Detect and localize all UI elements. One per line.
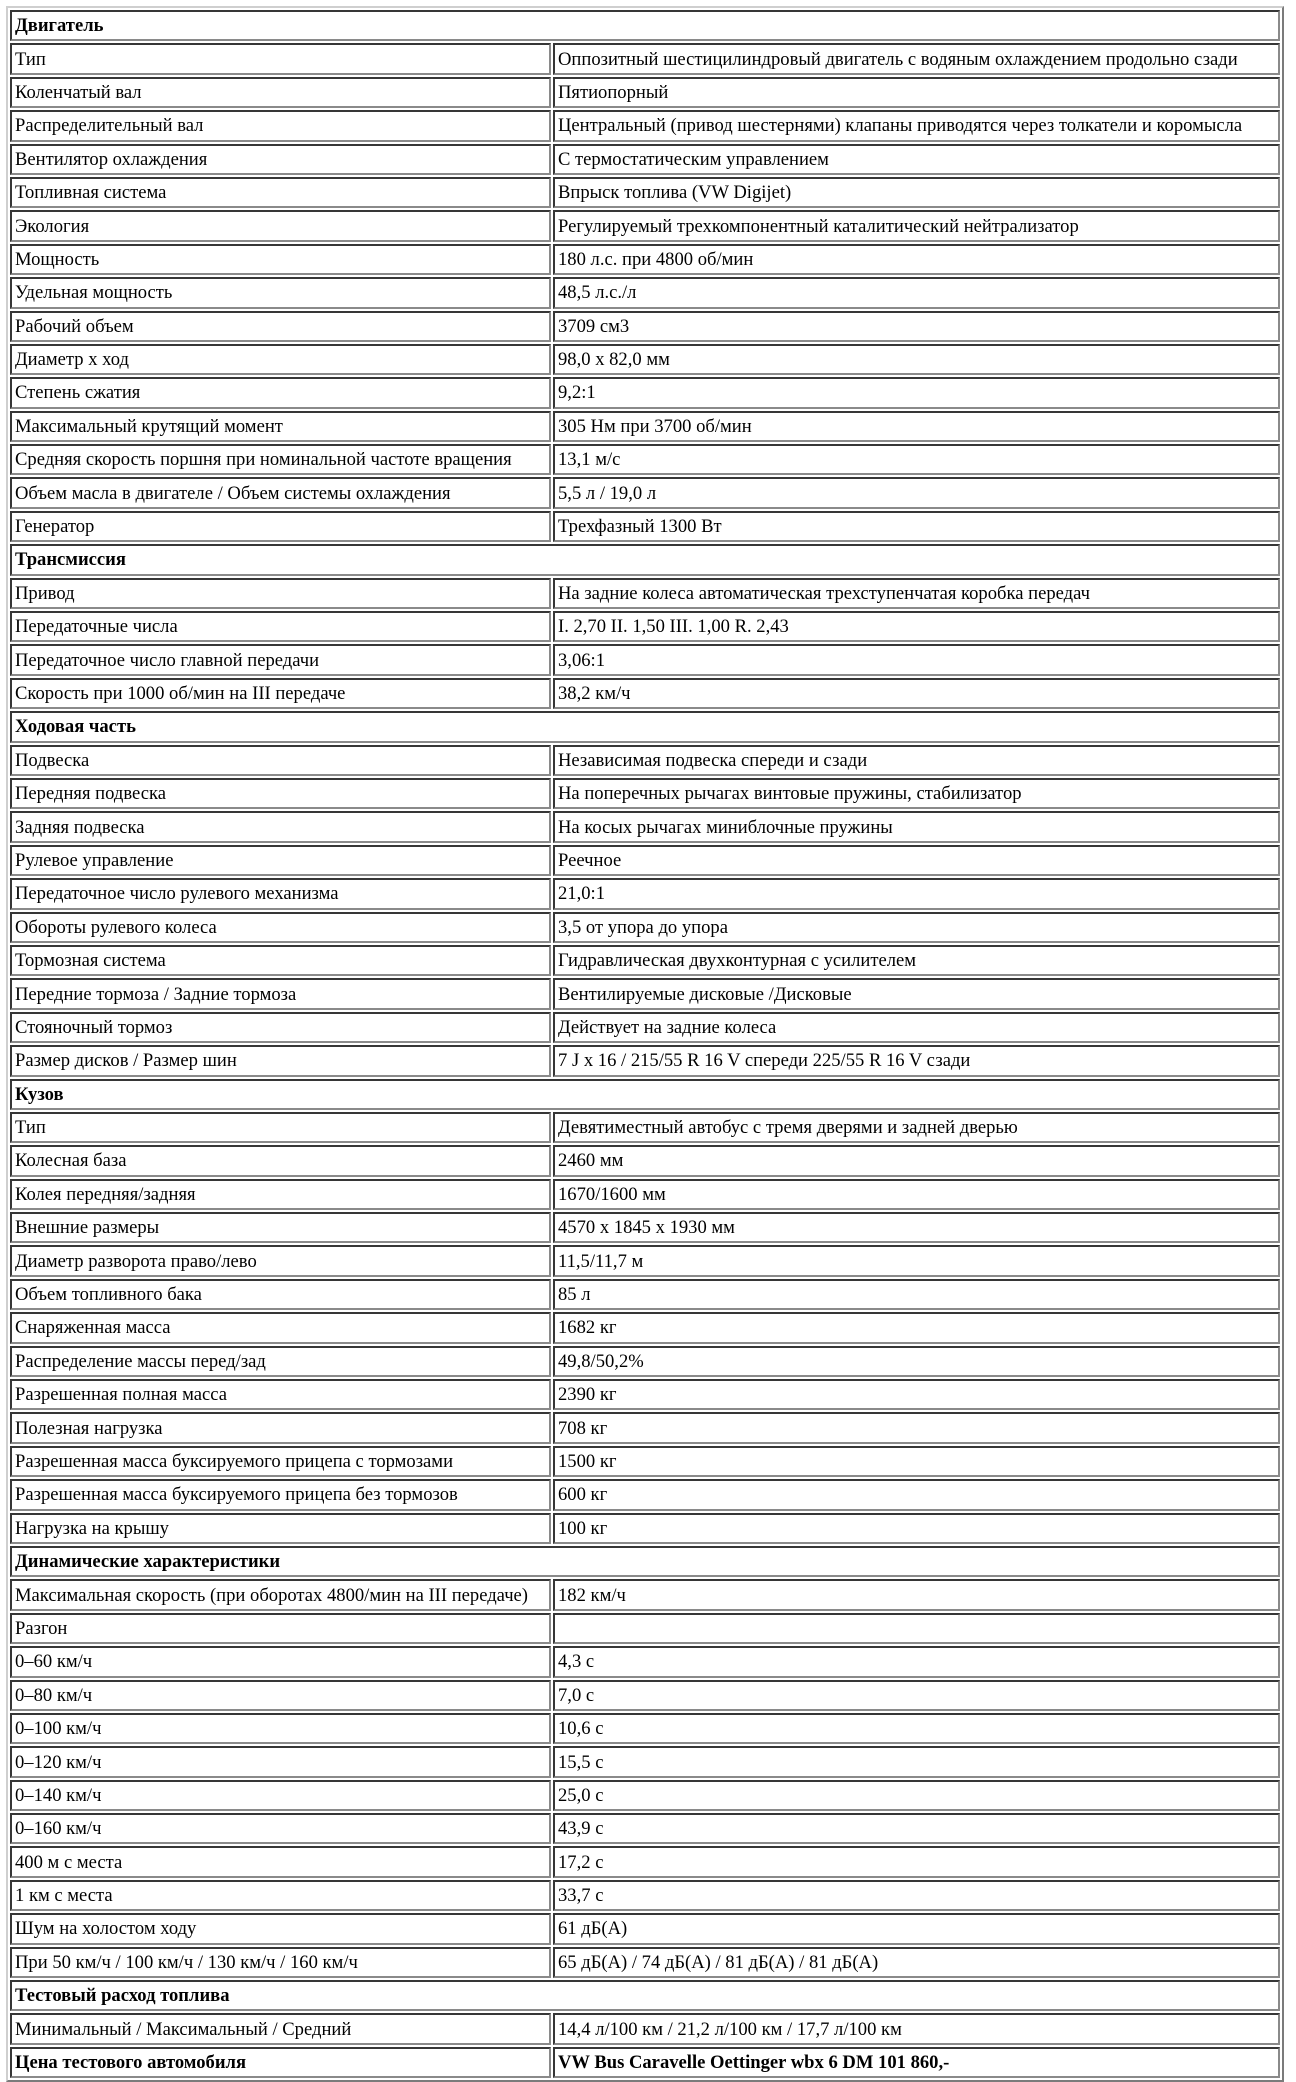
spec-row — [10, 277, 1280, 308]
spec-label: Тип — [10, 43, 551, 74]
spec-row — [10, 845, 1280, 876]
spec-label: Размер дисков / Размер шин — [10, 1045, 551, 1076]
spec-row — [10, 912, 1280, 943]
spec-label: 0–80 км/ч — [10, 1680, 551, 1711]
spec-table — [6, 6, 1284, 2082]
spec-value: 1682 кг — [553, 1312, 1280, 1343]
spec-row — [10, 344, 1280, 375]
spec-row — [10, 1746, 1280, 1777]
spec-value: 4,3 с — [553, 1646, 1280, 1677]
spec-label: Степень сжатия — [10, 377, 551, 408]
spec-value: Центральный (привод шестернями) клапаны приводятся через толкатели и коромысла — [553, 110, 1280, 141]
spec-label: Шум на холостом ходу — [10, 1913, 551, 1944]
section-header-row — [10, 544, 1280, 575]
spec-value: 17,2 с — [553, 1846, 1280, 1877]
spec-row — [10, 1880, 1280, 1911]
spec-label: 0–140 км/ч — [10, 1780, 551, 1811]
spec-value: 2390 кг — [553, 1379, 1280, 1410]
spec-row — [10, 1312, 1280, 1343]
spec-value: 10,6 с — [553, 1713, 1280, 1744]
spec-label: Генератор — [10, 511, 551, 542]
spec-value: Впрыск топлива (VW Digijet) — [553, 177, 1280, 208]
spec-label: Передняя подвеска — [10, 778, 551, 809]
spec-value: 61 дБ(A) — [553, 1913, 1280, 1944]
spec-value: 305 Нм при 3700 об/мин — [553, 411, 1280, 442]
spec-label: Рулевое управление — [10, 845, 551, 876]
spec-label: Коленчатый вал — [10, 77, 551, 108]
spec-row — [10, 1846, 1280, 1877]
spec-row — [10, 1446, 1280, 1477]
spec-row — [10, 144, 1280, 175]
spec-value: 38,2 км/ч — [553, 678, 1280, 709]
spec-value: 25,0 с — [553, 1780, 1280, 1811]
spec-row — [10, 1513, 1280, 1544]
spec-value: Гидравлическая двухконтурная с усилителем — [553, 945, 1280, 976]
spec-value: 14,4 л/100 км / 21,2 л/100 км / 17,7 л/100 км — [553, 2013, 1280, 2044]
spec-row — [10, 1245, 1280, 1276]
section-header-row — [10, 10, 1280, 41]
spec-label: Распределительный вал — [10, 110, 551, 141]
spec-value: С термостатическим управлением — [553, 144, 1280, 175]
spec-table-body — [10, 10, 1280, 2078]
section-title: Трансмиссия — [10, 544, 1280, 575]
spec-row — [10, 978, 1280, 1009]
spec-value: 33,7 с — [553, 1880, 1280, 1911]
spec-value: Действует на задние колеса — [553, 1012, 1280, 1043]
spec-label: Привод — [10, 578, 551, 609]
spec-value: 9,2:1 — [553, 377, 1280, 408]
spec-row — [10, 110, 1280, 141]
spec-label: Подвеска — [10, 745, 551, 776]
spec-value: Девятиместный автобус с тремя дверями и задней дверью — [553, 1112, 1280, 1143]
spec-row — [10, 511, 1280, 542]
spec-label: Мощность — [10, 244, 551, 275]
spec-label: Задняя подвеска — [10, 811, 551, 842]
spec-label: Максимальная скорость (при оборотах 4800/мин на III передаче) — [10, 1579, 551, 1610]
spec-value: 21,0:1 — [553, 878, 1280, 909]
section-header-row — [10, 711, 1280, 742]
spec-row — [10, 1045, 1280, 1076]
section-header-row — [10, 1546, 1280, 1577]
spec-row — [10, 1279, 1280, 1310]
spec-label: Полезная нагрузка — [10, 1412, 551, 1443]
spec-value: 85 л — [553, 1279, 1280, 1310]
spec-value: 13,1 м/с — [553, 444, 1280, 475]
spec-label: Разгон — [10, 1613, 551, 1644]
section-header-row — [10, 1980, 1280, 2011]
section-title: Ходовая часть — [10, 711, 1280, 742]
spec-row — [10, 444, 1280, 475]
spec-value: 3,06:1 — [553, 644, 1280, 675]
spec-value: Независимая подвеска спереди и сзади — [553, 745, 1280, 776]
spec-label: Максимальный крутящий момент — [10, 411, 551, 442]
spec-label: Внешние размеры — [10, 1212, 551, 1243]
spec-row — [10, 945, 1280, 976]
spec-row — [10, 1346, 1280, 1377]
spec-label: Колея передняя/задняя — [10, 1179, 551, 1210]
section-title: Кузов — [10, 1079, 1280, 1110]
spec-row — [10, 1179, 1280, 1210]
spec-value — [553, 1613, 1280, 1644]
spec-label: Удельная мощность — [10, 277, 551, 308]
spec-label: Объем топливного бака — [10, 1279, 551, 1310]
spec-label: Диаметр разворота право/лево — [10, 1245, 551, 1276]
spec-value: На косых рычагах миниблочные пружины — [553, 811, 1280, 842]
spec-value: 4570 x 1845 x 1930 мм — [553, 1212, 1280, 1243]
spec-row — [10, 2047, 1280, 2078]
spec-value: Пятиопорный — [553, 77, 1280, 108]
spec-row — [10, 1412, 1280, 1443]
spec-row — [10, 1613, 1280, 1644]
spec-row — [10, 311, 1280, 342]
spec-value: 180 л.с. при 4800 об/мин — [553, 244, 1280, 275]
spec-value: Регулируемый трехкомпонентный каталитический нейтрализатор — [553, 210, 1280, 241]
spec-label: Передаточное число главной передачи — [10, 644, 551, 675]
spec-value: 49,8/50,2% — [553, 1346, 1280, 1377]
spec-value: На поперечных рычагах винтовые пружины, стабилизатор — [553, 778, 1280, 809]
spec-row — [10, 244, 1280, 275]
spec-label: Снаряженная масса — [10, 1312, 551, 1343]
spec-label: Нагрузка на крышу — [10, 1513, 551, 1544]
spec-label: Цена тестового автомобиля — [10, 2047, 551, 2078]
spec-value: Реечное — [553, 845, 1280, 876]
spec-row — [10, 1680, 1280, 1711]
spec-label: 0–60 км/ч — [10, 1646, 551, 1677]
spec-value: VW Bus Caravelle Oettinger wbx 6 DM 101 860,- — [553, 2047, 1280, 2078]
spec-value: I. 2,70 II. 1,50 III. 1,00 R. 2,43 — [553, 611, 1280, 642]
spec-value: 3709 см3 — [553, 311, 1280, 342]
spec-value: 7,0 с — [553, 1680, 1280, 1711]
spec-row — [10, 878, 1280, 909]
spec-label: 400 м с места — [10, 1846, 551, 1877]
spec-row — [10, 1579, 1280, 1610]
spec-row — [10, 811, 1280, 842]
spec-value: 2460 мм — [553, 1145, 1280, 1176]
spec-label: Объем масла в двигателе / Объем системы охлаждения — [10, 477, 551, 508]
spec-row — [10, 1479, 1280, 1510]
spec-row — [10, 177, 1280, 208]
spec-row — [10, 1379, 1280, 1410]
spec-label: Вентилятор охлаждения — [10, 144, 551, 175]
spec-label: Минимальный / Максимальный / Средний — [10, 2013, 551, 2044]
spec-row — [10, 77, 1280, 108]
spec-value: 48,5 л.с./л — [553, 277, 1280, 308]
spec-label: Разрешенная масса буксируемого прицепа без тормозов — [10, 1479, 551, 1510]
spec-label: Тип — [10, 1112, 551, 1143]
spec-label: Средняя скорость поршня при номинальной частоте вращения — [10, 444, 551, 475]
spec-label: Распределение массы перед/зад — [10, 1346, 551, 1377]
spec-row — [10, 1947, 1280, 1978]
spec-value: 43,9 с — [553, 1813, 1280, 1844]
spec-row — [10, 411, 1280, 442]
section-title: Двигатель — [10, 10, 1280, 41]
spec-row — [10, 1145, 1280, 1176]
spec-label: Передние тормоза / Задние тормоза — [10, 978, 551, 1009]
spec-value: Трехфазный 1300 Вт — [553, 511, 1280, 542]
spec-label: 0–100 км/ч — [10, 1713, 551, 1744]
spec-row — [10, 1112, 1280, 1143]
spec-row — [10, 43, 1280, 74]
spec-value: 600 кг — [553, 1479, 1280, 1510]
spec-row — [10, 745, 1280, 776]
spec-value: 15,5 с — [553, 1746, 1280, 1777]
spec-label: Колесная база — [10, 1145, 551, 1176]
spec-label: Экология — [10, 210, 551, 241]
spec-row — [10, 210, 1280, 241]
spec-row — [10, 477, 1280, 508]
spec-row — [10, 377, 1280, 408]
spec-value: 3,5 от упора до упора — [553, 912, 1280, 943]
section-header-row — [10, 1079, 1280, 1110]
spec-row — [10, 778, 1280, 809]
spec-value: Оппозитный шестицилиндровый двигатель с водяным охлаждением продольно сзади — [553, 43, 1280, 74]
spec-label: 0–120 км/ч — [10, 1746, 551, 1777]
spec-label: Обороты рулевого колеса — [10, 912, 551, 943]
spec-row — [10, 611, 1280, 642]
spec-row — [10, 1813, 1280, 1844]
spec-row — [10, 1012, 1280, 1043]
spec-row — [10, 2013, 1280, 2044]
spec-label: 0–160 км/ч — [10, 1813, 551, 1844]
spec-label: Передаточные числа — [10, 611, 551, 642]
section-title: Динамические характеристики — [10, 1546, 1280, 1577]
spec-label: Разрешенная масса буксируемого прицепа с тормозами — [10, 1446, 551, 1477]
spec-value: На задние колеса автоматическая трехступенчатая коробка передач — [553, 578, 1280, 609]
spec-value: 5,5 л / 19,0 л — [553, 477, 1280, 508]
spec-row — [10, 1713, 1280, 1744]
spec-value: 1500 кг — [553, 1446, 1280, 1477]
section-title: Тестовый расход топлива — [10, 1980, 1280, 2011]
spec-row — [10, 1212, 1280, 1243]
spec-row — [10, 578, 1280, 609]
spec-row — [10, 1646, 1280, 1677]
spec-row — [10, 644, 1280, 675]
spec-value: 98,0 x 82,0 мм — [553, 344, 1280, 375]
spec-label: При 50 км/ч / 100 км/ч / 130 км/ч / 160 км/ч — [10, 1947, 551, 1978]
spec-value: 7 J x 16 / 215/55 R 16 V спереди 225/55 R 16 V сзади — [553, 1045, 1280, 1076]
spec-value: 1670/1600 мм — [553, 1179, 1280, 1210]
spec-value: 100 кг — [553, 1513, 1280, 1544]
spec-label: Разрешенная полная масса — [10, 1379, 551, 1410]
spec-label: Тормозная система — [10, 945, 551, 976]
spec-label: Скорость при 1000 об/мин на III передаче — [10, 678, 551, 709]
spec-row — [10, 1913, 1280, 1944]
spec-row — [10, 678, 1280, 709]
spec-value: 65 дБ(A) / 74 дБ(A) / 81 дБ(A) / 81 дБ(A) — [553, 1947, 1280, 1978]
spec-row — [10, 1780, 1280, 1811]
spec-label: Рабочий объем — [10, 311, 551, 342]
spec-label: Диаметр x ход — [10, 344, 551, 375]
spec-value: Вентилируемые дисковые /Дисковые — [553, 978, 1280, 1009]
spec-value: 182 км/ч — [553, 1579, 1280, 1610]
spec-label: Передаточное число рулевого механизма — [10, 878, 551, 909]
spec-label: 1 км с места — [10, 1880, 551, 1911]
spec-label: Стояночный тормоз — [10, 1012, 551, 1043]
spec-label: Топливная система — [10, 177, 551, 208]
spec-value: 11,5/11,7 м — [553, 1245, 1280, 1276]
spec-value: 708 кг — [553, 1412, 1280, 1443]
